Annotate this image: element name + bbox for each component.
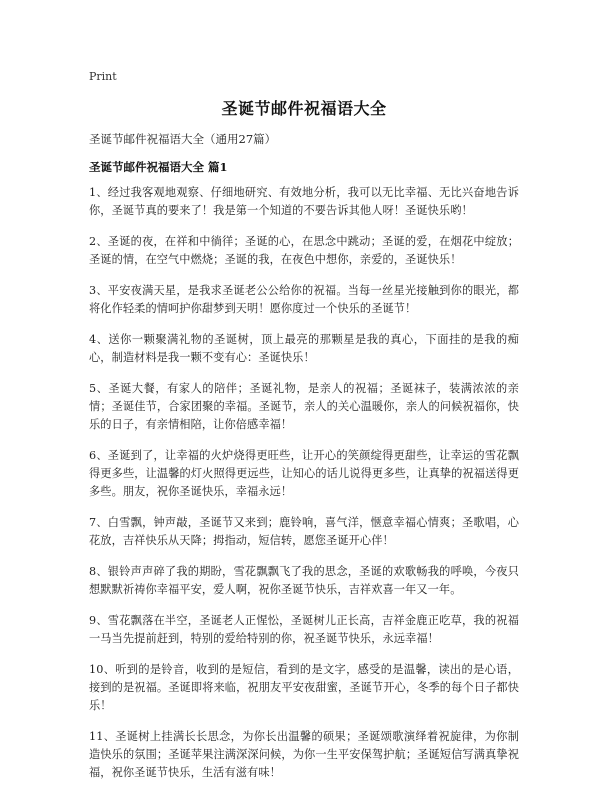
paragraph: 4、送你一颗聚满礼物的圣诞树，顶上最亮的那颗星是我的真心，下面挂的是我的痴心，制造材料是我一颗不变有心：圣诞快乐！	[89, 333, 519, 364]
paragraph: 10、听到的是铃音，收到的是短信，看到的是文字，感受的是温馨，读出的是心语，接到的是祝福。圣诞即将来临，祝朋友平安夜甜蜜，圣诞节开心，冬季的每个日子都快乐！	[89, 663, 519, 712]
paragraph: 11、圣诞树上挂满长长思念，为你长出温馨的硕果；圣诞颂歌演绎着祝旋律，为你制造快乐的氛围；圣诞苹果注满深深问候，为你一生平安保驾护航；圣诞短信写满真挚祝福，祝你圣诞节快乐，生活有滋有味！	[89, 730, 519, 779]
print-label[interactable]: Print	[89, 70, 117, 83]
paragraph: 1、经过我客观地观察、仔细地研究、有效地分析，我可以无比幸福、无比兴奋地告诉你，圣诞节真的要来了！我是第一个知道的不要告诉其他人呀！圣诞快乐哟！	[89, 186, 519, 217]
paragraph-list	[89, 184, 519, 795]
paragraph: 2、圣诞的夜，在祥和中徜徉；圣诞的心，在思念中跳动；圣诞的爱，在烟花中绽放；圣诞的情，在空气中燃烧；圣诞的我，在夜色中想你，亲爱的，圣诞快乐！	[89, 235, 519, 266]
paragraph: 3、平安夜满天星，是我求圣诞老公公给你的祝福。当每一丝星光接触到你的眼光，都将化作轻柔的情呵护你甜梦到天明！愿你度过一个快乐的圣诞节！	[89, 284, 519, 315]
document-subtitle: 圣诞节邮件祝福语大全（通用27篇）	[89, 132, 277, 146]
paragraph: 7、白雪飘，钟声敲，圣诞节又来到；鹿铃响，喜气洋，惬意幸福心情爽；圣歌唱，心花放，吉祥快乐从天降；拇指动，短信转，愿您圣诞开心伴！	[89, 516, 519, 547]
paragraph: 6、圣诞到了，让幸福的火炉烧得更旺些，让开心的笑颜绽得更甜些，让幸运的雪花飘得更多些，让温馨的灯火照得更远些，让知心的话儿说得更多些，让真挚的祝福送得更多些。朋友，祝你圣诞快乐，幸福永远！	[89, 449, 519, 498]
section-heading: 圣诞节邮件祝福语大全 篇1	[89, 160, 228, 174]
paragraph: 5、圣诞大餐，有家人的陪伴；圣诞礼物，是亲人的祝福；圣诞袜子，装满浓浓的亲情；圣诞佳节，合家团聚的幸福。圣诞节，亲人的关心温暖你，亲人的问候祝福你，快乐的日子，有亲情相陪，让你倍感幸福！	[89, 382, 519, 431]
paragraph: 9、雪花飘落在半空，圣诞老人正惺忪，圣诞树儿正长高，吉祥金鹿正吃草，我的祝福一马当先提前赶到，特别的爱给特别的你，祝圣诞节快乐，永远幸福！	[89, 614, 519, 645]
document-title: 圣诞节邮件祝福语大全	[221, 99, 387, 118]
paragraph: 8、银铃声声碎了我的期盼，雪花飘飘飞了我的思念，圣诞的欢歌畅我的呼唤，今夜只想默默祈祷你幸福平安，爱人啊，祝你圣诞节快乐，吉祥欢喜一年又一年。	[89, 565, 519, 596]
